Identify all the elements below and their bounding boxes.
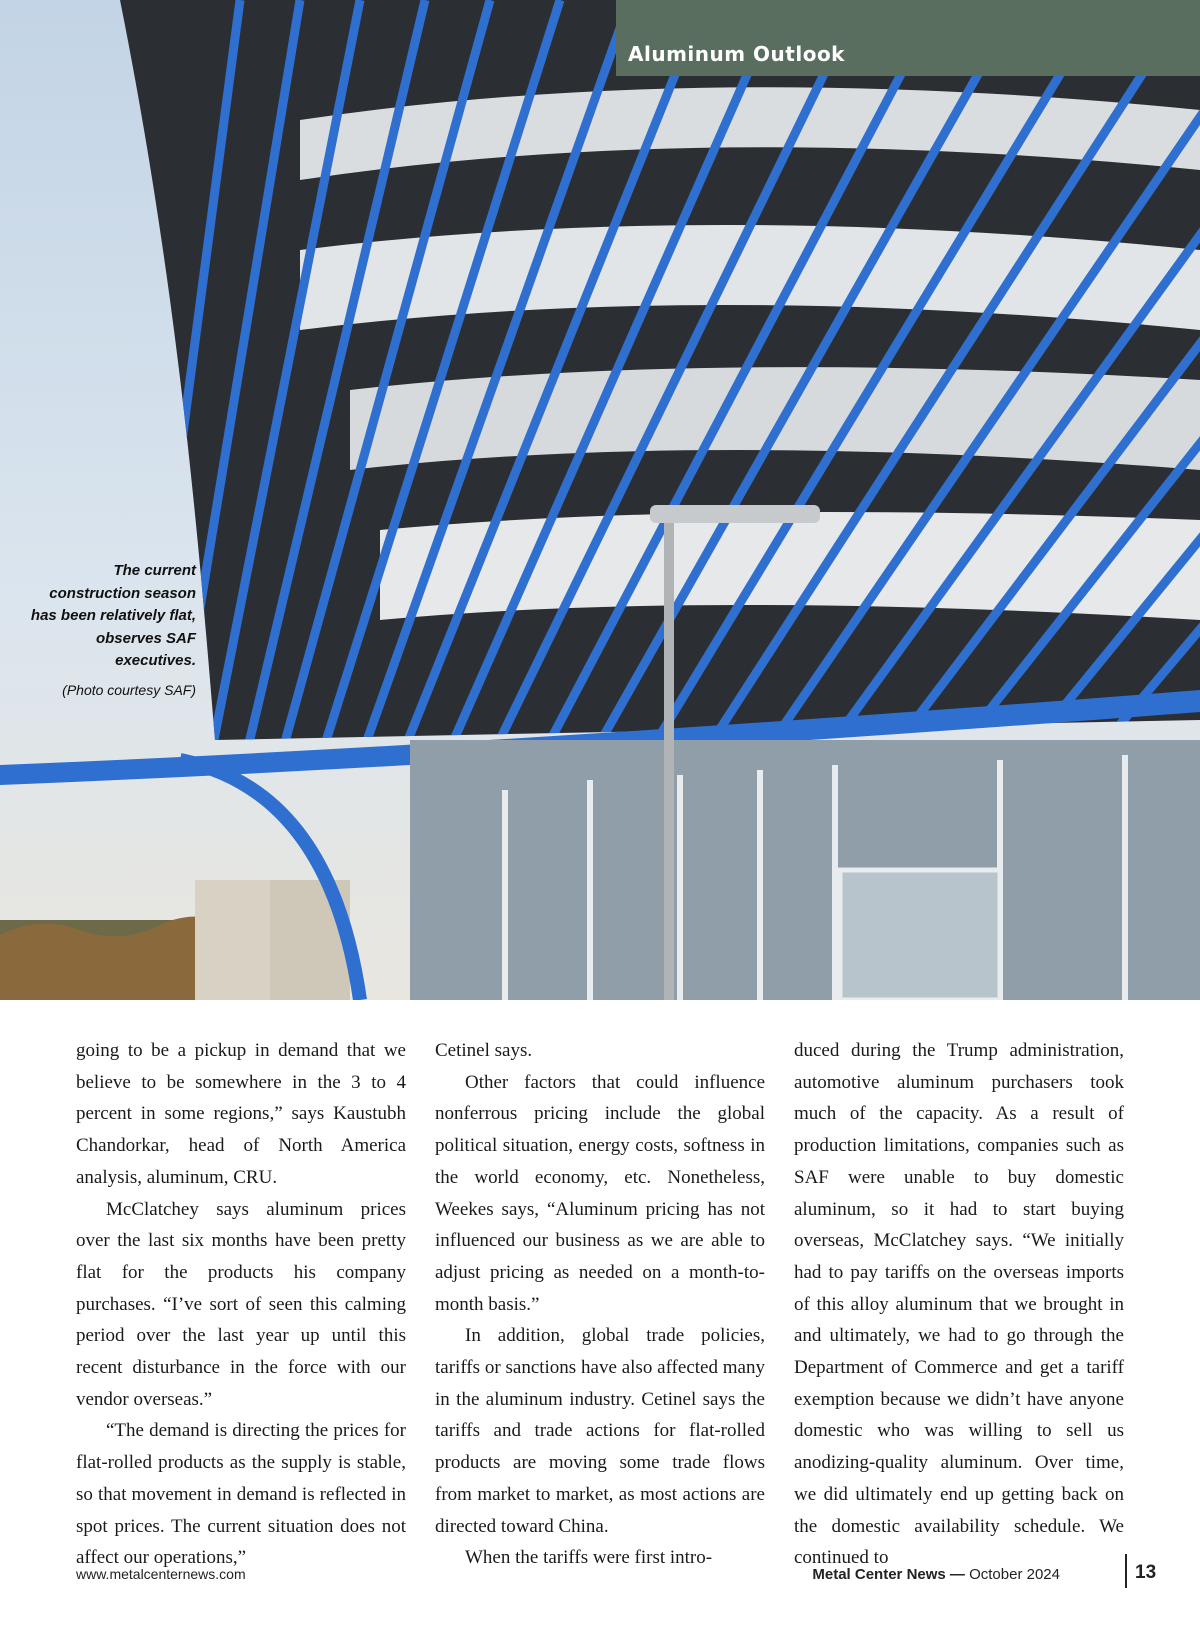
paragraph: going to be a pickup in demand that we believe to be somewhere in the 3 to 4 percent in some regions,” says Kaustubh Chandorkar, head of North America analysis, aluminum, CRU. xyxy=(76,1040,406,1188)
paragraph: “The demand is directing the prices for flat-rolled products as the supply is stable, so that movement in demand is reflected in spot prices. The current situation does not affect our operations,” xyxy=(76,1420,406,1569)
article-column-2 xyxy=(435,1035,765,1574)
publication-name: Metal Center News xyxy=(812,1566,946,1583)
paragraph: duced during the Trump administration, automotive aluminum purchasers took much of the capacity. As a result of production limitations, companies such as SAF were unable to buy domestic aluminum, so it had to start buying overseas, McClatchey says. “We initially had to pay tariffs on the overseas imports of this alloy aluminum that we brought in and ultimately, we had to go through the Department of Commerce and get a tariff exemption because we didn’t have anyone domestic who was willing to sell us anodizing-quality aluminum. Over time, we did ultimately end up getting back on the domestic availability schedule. We continued to xyxy=(794,1040,1124,1569)
paragraph: McClatchey says aluminum prices over the last six months have been pretty flat for the products his company purchases. “I’ve sort of seen this calming period over the last year up until this recent disturbance in the force with our vendor overseas.” xyxy=(76,1198,406,1410)
photo-caption: The current construction season has been relatively flat, observes SAF executives. xyxy=(30,562,196,669)
photo-credit: (Photo courtesy SAF) xyxy=(62,681,196,698)
paragraph: Cetinel says. xyxy=(435,1040,533,1061)
page-number: 13 xyxy=(1135,1562,1157,1583)
article-column-1 xyxy=(76,1035,406,1574)
article-column-3 xyxy=(794,1035,1124,1574)
paragraph: In addition, global trade policies, tariffs or sanctions have also affected many in the aluminum industry. Cetinel says the tariffs and trade actions for flat-rolled products are moving some trade flows from market to market, as most actions are directed toward China. xyxy=(435,1325,765,1537)
photo-caption-block xyxy=(30,560,196,701)
footer-dash: — xyxy=(945,1566,970,1583)
issue-date: October 2024 xyxy=(969,1566,1060,1583)
section-header-band xyxy=(616,0,1200,76)
section-title: Aluminum Outlook xyxy=(628,42,845,66)
footer-website: www.metalcenternews.com xyxy=(76,1566,246,1582)
paragraph: When the tariffs were first intro- xyxy=(465,1547,713,1569)
footer-divider xyxy=(1125,1554,1127,1588)
footer-publication-line xyxy=(812,1566,1060,1583)
paragraph: Other factors that could influence nonferrous pricing include the global political situation, energy costs, softness in the world economy, etc. Nonetheless, Weekes says, “Aluminum pricing has not influenced our business as we are able to adjust pricing as needed on a month-to-month basis.” xyxy=(435,1071,765,1315)
